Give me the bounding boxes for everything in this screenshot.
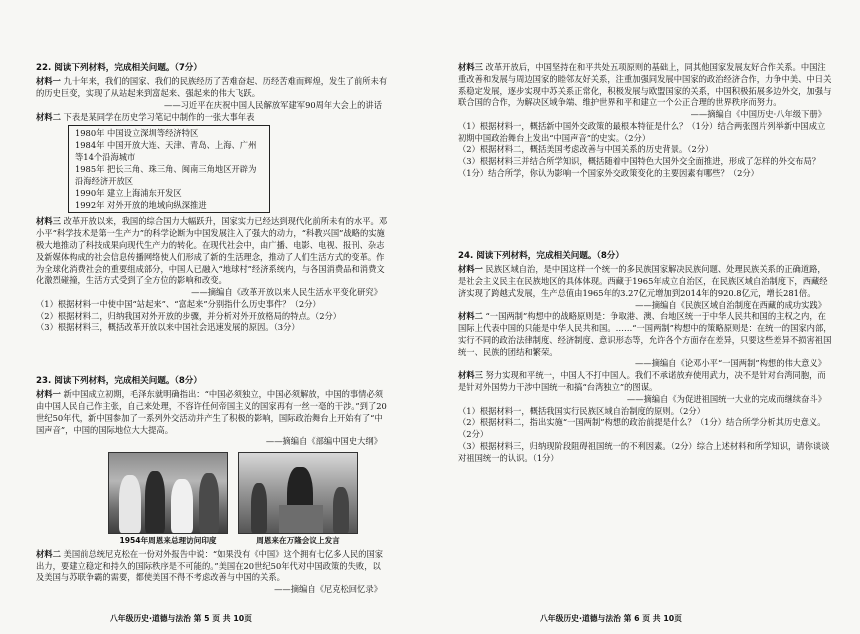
q24-material-2: 材料二 “一国两制”构想中的战略原则是：争取港、澳、台地区统一于中华人民共和国的主权之内，在国际上代表中国的只能是中华人民共和国。……“一国两制”构想中的策略原则是：在统一的国家内部，实行不同的政治法律制度、经济制度、意识形态等，允许各个方面存在差异，只要这些差异不损害祖国统一、民族的团结和繁荣。	[458, 311, 832, 357]
photo-image	[108, 452, 228, 534]
q23-material-2: 材料二 美国前总统尼克松在一份对外报告中说：“如果没有《中国》这个拥有七亿多人民的国家出力，要建立稳定和持久的国际秩序是不可能的。”美国在20世纪50年代对中国政策的失败，以及美国与苏联争霸的需要，都使美国不得不考虑改善与中国的关系。	[36, 548, 384, 583]
q24-material-1-source: ——摘编自《民族区域自治制度在西藏的成功实践》	[635, 299, 826, 310]
chronology-table	[68, 125, 270, 213]
photo-caption: 周恩来在万隆会议上发言	[256, 536, 340, 546]
page-footer: 八年级历史·道德与法治 第 6 页 共 10页	[540, 613, 682, 623]
q24-material-2-source: ——摘编自《论邓小平“一国两制”构想的伟大意义》	[634, 358, 826, 369]
table-row: 1992年 对外开放的地域向纵深推进	[75, 200, 207, 211]
question-24-title: 24. 阅读下列材料，完成相关问题。（8分）	[458, 251, 624, 261]
table-row: 1980年 中国设立深圳等经济特区	[75, 128, 199, 139]
q23-question-3: （3）根据材料三并结合所学知识，概括随着中国特色大国外交全面推进，形成了怎样的外交布局？（1分）结合所学，你认为影响一个国家外交政策变化的主要因素有哪些？（2分）	[458, 156, 821, 179]
q22-material-3-source: ——摘编自《改革开放以来人民生活水平变化研究》	[191, 287, 382, 298]
photo-zhou-india	[108, 452, 228, 547]
q24-material-3: 材料三 努力实现和平统一，中国人不打中国人。我们不承诺放弃使用武力，决不是针对台湾同胞，而是针对外国势力干涉中国统一和搞“台湾独立”的图谋。	[458, 370, 826, 393]
question-24	[458, 250, 832, 464]
q22-question-1: （1）根据材料一中使中国“站起来”、“富起来”分别指什么历史事件？（2分）	[36, 298, 321, 309]
table-row: 1990年 建立上海浦东开发区	[75, 188, 182, 199]
q22-material-1: 材料一 九十年来，我们的国家、我们的民族经历了苦难奋起、历经苦难而辉煌，发生了前所未有的历史巨变，实现了从站起来到富起来、强起来的伟大飞跃。	[36, 76, 388, 98]
q24-question-1: （1）根据材料一，概括我国实行民族区域自治制度的原则。（2分）	[458, 405, 706, 416]
q23-material-3: 材料三 改革开放后，中国坚持在和平共处五项原则的基础上，同其他国家发展友好合作关系。中国注重改善和发展与周边国家的睦邻友好关系，注重加强同发展中国家的政治经济合作，力争中美、中日关系稳定发展，逐步实现中苏关系正常化，积极发展与欧盟国家的关系，中国积极拓展多边外交，加强与联合国的合作，为解决区域争端、维护世界和平和建立一个公正合理的世界秩序而努力。	[458, 62, 832, 108]
q22-material-2: 材料二 下表是某同学在历史学习笔记中制作的一张大事年表	[36, 111, 255, 122]
photo-row	[108, 452, 388, 547]
q22-material-3: 材料三 改革开放以来，我国的综合国力大幅跃升，国家实力已经达到现代化前所未有的水平。邓小平“科学技术是第一生产力”的科学论断为中国发展注入了强大的动力，“科教兴国”战略的实施极大地推动了科技成果向现代生产力的转化。在现代社会中，由广播、电影、电视、报刊、杂志及新媒体构成的社会信息传播网络使人们形成了新的生活理念，推动了人们生活方式的变革。作为全球化消费社会的重要组成部分，中国人已融入“地球村”经济系统内，与各国消费品和消费文化激烈碰撞，生活方式受到了全方位的影响和改变。	[36, 216, 388, 286]
question-23-continued	[458, 62, 832, 180]
q24-material-3-source: ——摘编自《为促进祖国统一大业的完成而继续奋斗》	[626, 393, 826, 404]
question-22	[36, 62, 388, 334]
page-6	[430, 0, 860, 634]
q23-material-1: 材料一 新中国成立初期，毛泽东就明确指出：“中国必须独立，中国必须解放，中国的事情必须由中国人民自己作主张，自己来处理，不容许任何帝国主义的国家再有一丝一毫的干涉。”到了20世纪50年代，新中国参加了一系列外交活动并产生了积极的影响，国际政治舞台上开始有了“中国声音”，中国的国际地位大大提高。	[36, 389, 387, 435]
q24-question-3: （3）根据材料三，归纳现阶段阻碍祖国统一的不利因素。（2分）综合上述材料和所学知识，请你谈谈对祖国统一的认识。（1分）	[458, 440, 830, 463]
table-row: 1984年 中国开放大连、天津、青岛、上海、广州等14个沿海城市	[75, 140, 257, 163]
question-22-title: 22. 阅读下列材料，完成相关问题。（7分）	[36, 63, 202, 73]
q24-question-2: （2）根据材料二，指出实施“一国两制”构想的政治前提是什么？（1分）结合所学分析其历史意义。（2分）	[458, 417, 826, 440]
q23-material-2-source: ——摘编自《尼克松回忆录》	[274, 584, 382, 595]
q23-material-3-source: ——摘编自《中国历史·八年级下册》	[690, 109, 826, 120]
q22-question-3: （3）根据材料三，概括改革开放以来中国社会迅速发展的原因。（3分）	[36, 322, 300, 333]
table-row: 1985年 把长三角、珠三角、闽南三角地区开辟为沿海经济开放区	[75, 164, 257, 187]
q22-question-2: （2）根据材料二，归纳我国对外开放的步骤，并分析对外开放格局的特点。（2分）	[36, 310, 342, 321]
q23-question-2: （2）根据材料二，概括美国考虑改善与中国关系的历史背景。（2分）	[458, 144, 714, 155]
photo-image	[238, 452, 358, 534]
q22-material-1-source: ——习近平在庆祝中国人民解放军建军90周年大会上的讲话	[164, 99, 382, 110]
page-footer: 八年级历史·道德与法治 第 5 页 共 10页	[110, 613, 252, 623]
q23-material-1-source: ——摘编自《部编中国史大纲》	[265, 436, 382, 447]
q23-question-1: （1）根据材料一，概括新中国外交政策的最根本特征是什么？（1分）结合两张图片列举新中国成立初期中国政治舞台上发出“中国声音”的史实。（2分）	[458, 120, 826, 143]
q24-material-1: 材料一 民族区域自治，是中国这样一个统一的多民族国家解决民族问题、处理民族关系的正确道路，是社会主义民主在民族地区的具体体现。西藏于1965年成立自治区，在民族区域自治制度下，西藏经济实现了跨越式发展，生产总值由1965年的3.27亿元增加到2014年的920.8亿元，增长281倍。	[458, 264, 828, 298]
question-23	[36, 375, 388, 596]
photo-zhou-bandung	[238, 452, 358, 547]
question-23-title: 23. 阅读下列材料，完成相关问题。（8分）	[36, 376, 202, 386]
photo-caption: 1954年周恩来总理访问印度	[119, 536, 217, 546]
